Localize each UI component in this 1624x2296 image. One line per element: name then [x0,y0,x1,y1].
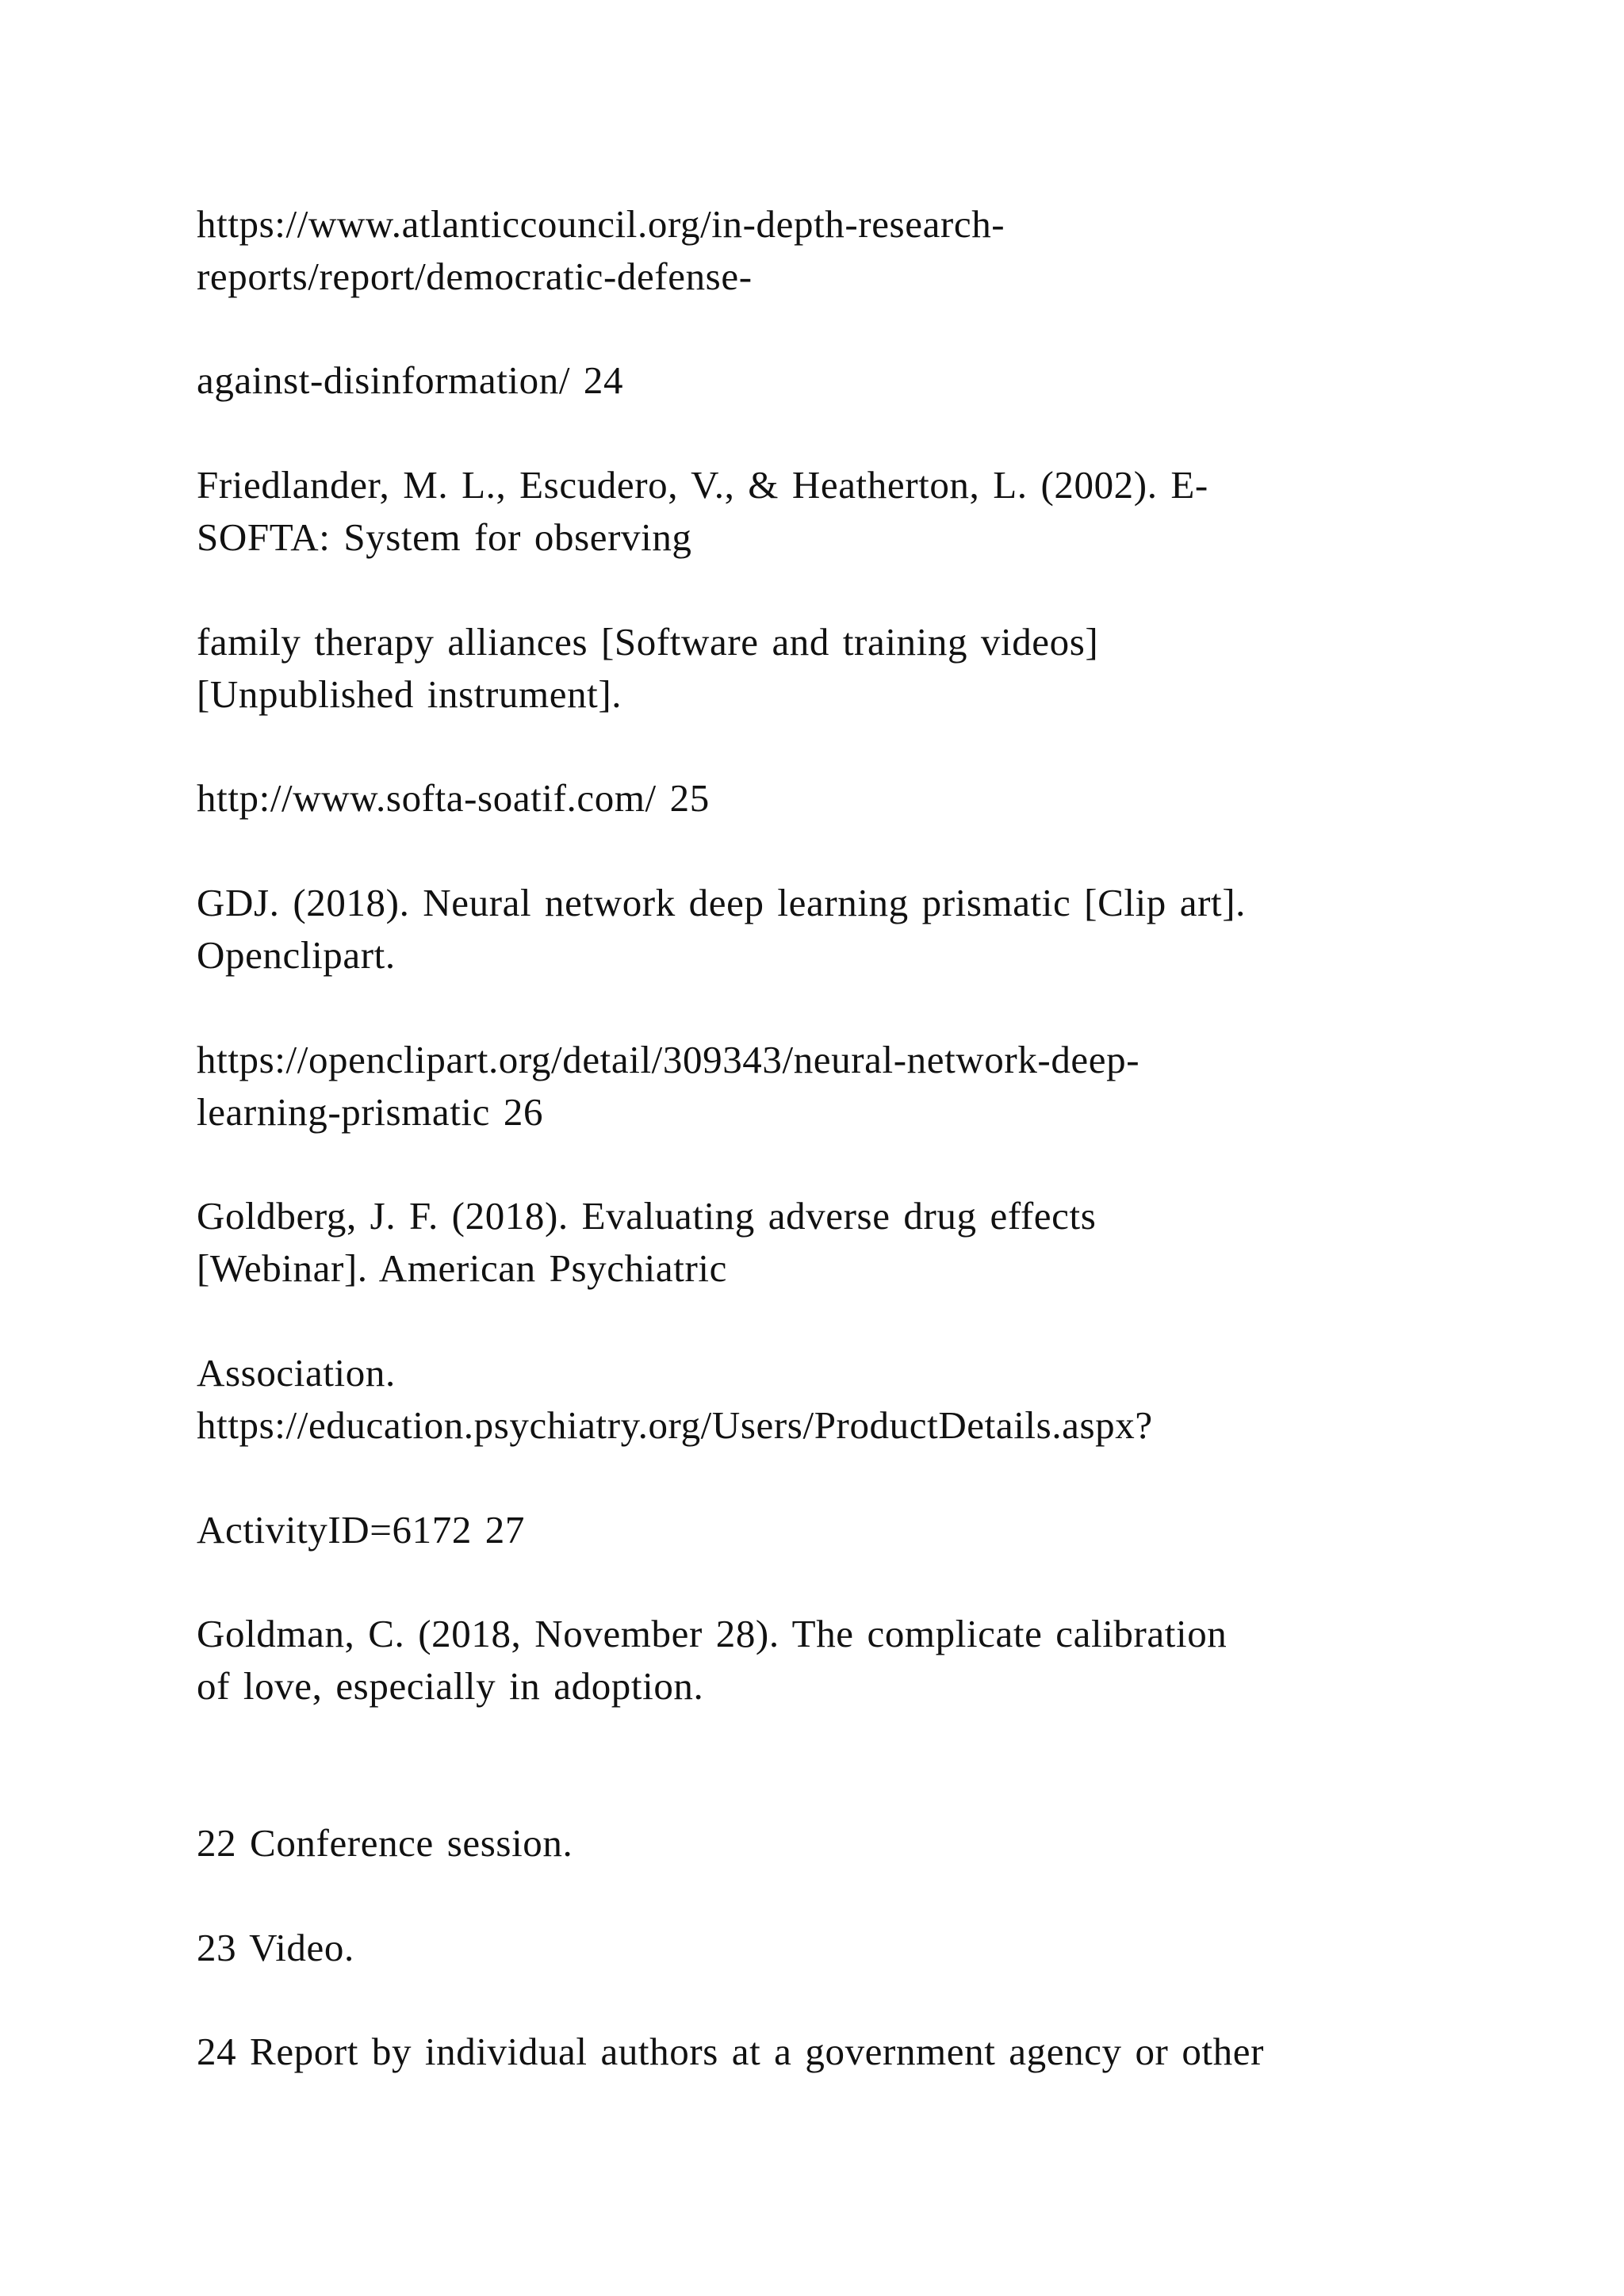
reference-line: ActivityID=6172 27 [197,1508,525,1552]
reference-line: https://openclipart.org/detail/309343/neural-network-deep- [197,1038,1140,1081]
reference-line: against-disinformation/ 24 [197,358,624,402]
footnote-line: 22 Conference session. [197,1821,573,1865]
reference-line: Goldberg, J. F. (2018). Evaluating adverse drug effects [197,1194,1097,1238]
reference-line: Friedlander, M. L., Escudero, V., & Heatherton, L. (2002). E- [197,463,1208,507]
reference-line: https://education.psychiatry.org/Users/ProductDetails.aspx? [197,1403,1153,1447]
reference-line: learning-prismatic 26 [197,1090,544,1134]
reference-line: [Webinar]. American Psychiatric [197,1246,727,1290]
reference-line: of love, especially in adoption. [197,1664,704,1708]
reference-line: reports/report/democratic-defense- [197,254,753,298]
reference-line: [Unpublished instrument]. [197,672,622,716]
reference-line: SOFTA: System for observing [197,515,692,559]
reference-line: https://www.atlanticcouncil.org/in-depth-research- [197,202,1005,246]
reference-line: Goldman, C. (2018, November 28). The complicate calibration [197,1612,1228,1655]
reference-line: family therapy alliances [Software and training videos] [197,620,1099,664]
reference-line: Openclipart. [197,933,396,977]
footnote-line: 23 Video. [197,1926,354,1969]
footnote-line: 24 Report by individual authors at a government agency or other [197,2030,1265,2073]
reference-line: GDJ. (2018). Neural network deep learning prismatic [Clip art]. [197,881,1247,924]
reference-line: http://www.softa-soatif.com/ 25 [197,776,710,820]
reference-line: Association. [197,1351,396,1395]
